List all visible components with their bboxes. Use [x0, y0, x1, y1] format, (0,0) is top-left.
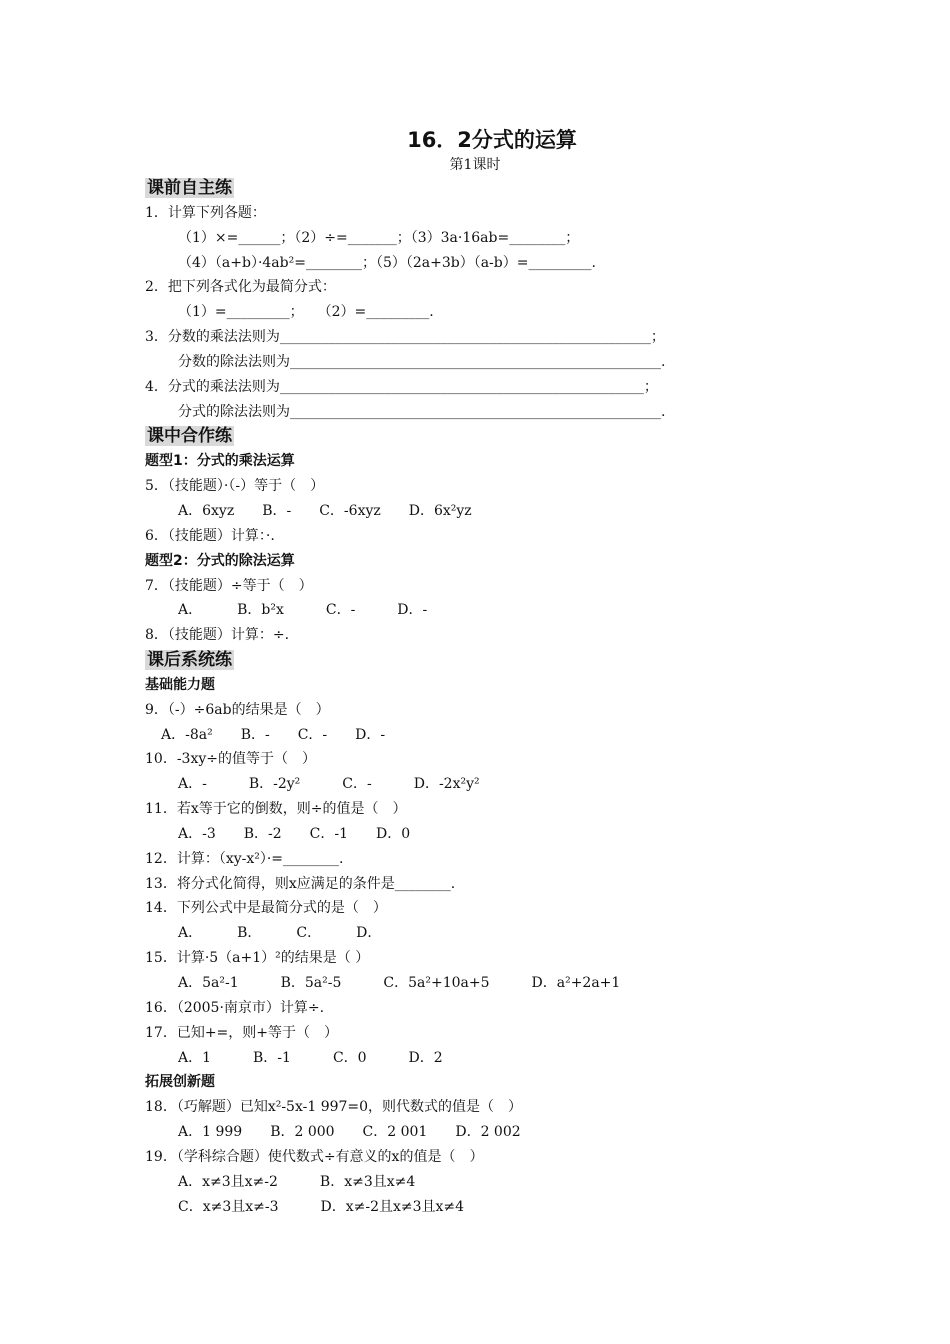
question-16: 16．（2005·南京市）计算÷.	[145, 999, 325, 1016]
question-15: 15．计算·5（a+1）²的结果是（ ）	[145, 950, 370, 967]
question-11-options: A．-3 B．-2 C．-1 D．0	[178, 825, 411, 842]
page-title: 16．2分式的运算	[407, 128, 577, 152]
question-8: 8．（技能题）计算：÷.	[145, 627, 290, 644]
worksheet-body	[145, 176, 825, 1219]
question-10: 10．-3xy÷的值等于（ ）	[145, 751, 316, 768]
subheading-extension: 拓展创新题	[145, 1074, 215, 1091]
question-5: 5．（技能题）·（-）等于（ ）	[145, 478, 325, 495]
question-14: 14．下列公式中是最简分式的是（ ）	[145, 900, 387, 917]
question-1: 1．计算下列各题：	[145, 204, 266, 221]
subheading-basic: 基础能力题	[145, 676, 215, 693]
question-3-multiply-rule: 3．分数的乘法法则为_____________________________________________________；	[145, 329, 665, 346]
question-11: 11．若x等于它的倒数，则÷的值是（ ）	[145, 801, 407, 818]
question-4-divide-rule: 分式的除法法则为_____________________________________________________.	[178, 403, 666, 420]
section-heading-pre-class: 课前自主练	[147, 178, 232, 198]
question-17-options: A．1 B．-1 C．0 D．2	[178, 1049, 443, 1066]
question-1-part-a: （1）×=______；（2）÷=_______；（3）3a·16ab=________；	[178, 229, 580, 246]
question-9-options: A．-8a² B．- C．- D．-	[161, 726, 386, 743]
question-3-divide-rule: 分数的除法法则为_____________________________________________________.	[178, 353, 666, 370]
question-4-multiply-rule: 4．分式的乘法法则为____________________________________________________；	[145, 378, 658, 395]
question-14-options: A． B． C． D．	[178, 925, 382, 942]
question-10-options: A．- B．-2y² C．- D．-2x²y²	[178, 776, 480, 793]
question-17: 17．已知+=，则+等于（ ）	[145, 1024, 339, 1041]
question-2-parts: （1）=_________； （2）=_________.	[178, 304, 434, 321]
question-7-options: A． B．b²x C．- D．-	[178, 602, 428, 619]
question-6: 6．（技能题）计算：·.	[145, 527, 275, 544]
question-15-options: A．5a²-1 B．5a²-5 C．5a²+10a+5 D．a²+2a+1	[178, 975, 621, 991]
question-19-options-ab: A．x≠3且x≠-2 B．x≠3且x≠4	[178, 1173, 416, 1190]
question-12: 12．计算：（xy-x²）·=________.	[145, 850, 344, 867]
question-19: 19．（学科综合题）使代数式÷有意义的x的值是（ ）	[145, 1148, 484, 1165]
question-18: 18．（巧解题）已知x²-5x-1 997=0，则代数式的值是（ ）	[145, 1099, 523, 1116]
section-heading-after-class: 课后系统练	[147, 650, 232, 671]
question-1-part-b: （4）（a+b）·4ab²=________；（5）（2a+3b）（a-b）=_________.	[178, 254, 596, 271]
question-5-options: A．6xyz B．- C．-6xyz D．6x²yz	[178, 502, 472, 519]
lesson-subtitle: 第1课时	[449, 157, 501, 173]
question-19-options-cd: C．x≠3且x≠-3 D．x≠-2且x≠3且x≠4	[178, 1198, 465, 1215]
question-7: 7．（技能题）÷等于（ ）	[145, 577, 313, 594]
question-13: 13．将分式化简得，则x应满足的条件是________.	[145, 875, 456, 892]
topic-heading-multiplication: 题型1：分式的乘法运算	[145, 453, 295, 470]
question-9: 9．（-）÷6ab的结果是（ ）	[145, 701, 330, 718]
question-18-options: A．1 999 B．2 000 C．2 001 D．2 002	[178, 1124, 521, 1141]
topic-heading-division: 题型2：分式的除法运算	[145, 552, 295, 569]
question-2: 2．把下列各式化为最简分式：	[145, 279, 336, 296]
section-heading-in-class: 课中合作练	[147, 426, 232, 447]
